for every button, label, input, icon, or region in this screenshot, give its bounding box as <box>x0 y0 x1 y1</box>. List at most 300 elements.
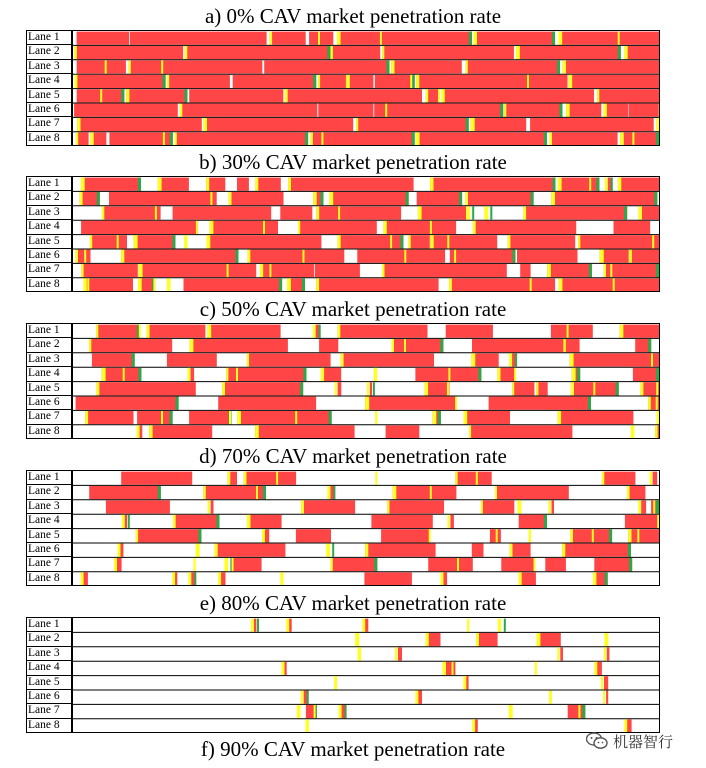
vehicle-queue-segment <box>627 486 645 499</box>
yellow-marker <box>536 382 538 395</box>
vehicle-queue-segment <box>134 235 176 248</box>
vehicle-queue-segment <box>629 104 659 117</box>
yellow-marker <box>416 132 420 145</box>
lane-label-divider <box>26 234 72 235</box>
vehicle-queue-segment <box>374 104 503 117</box>
vehicle-queue-segment <box>130 32 267 45</box>
yellow-marker <box>122 515 126 528</box>
green-marker <box>387 60 390 73</box>
lane-label: Lane 6 <box>28 543 60 555</box>
yellow-marker <box>184 235 187 248</box>
yellow-marker <box>301 691 304 704</box>
lane-label: Lane 2 <box>28 191 60 204</box>
green-marker <box>629 558 632 571</box>
vehicle-queue-segment <box>316 278 438 291</box>
green-marker <box>400 235 403 248</box>
green-marker <box>459 192 462 205</box>
yellow-marker <box>208 500 210 513</box>
vehicle-queue-segment <box>357 250 445 263</box>
green-marker <box>544 132 547 145</box>
vehicle-queue-segment <box>578 235 659 248</box>
vehicle-queue-segment <box>244 472 296 485</box>
vehicle-queue-segment <box>602 472 636 485</box>
vehicle-queue-segment <box>547 264 592 277</box>
green-marker <box>319 325 321 338</box>
yellow-marker <box>476 633 479 646</box>
vehicle-queue-segment <box>89 339 172 352</box>
lane-label-divider <box>26 337 72 338</box>
vehicle-queue-segment <box>517 250 578 263</box>
yellow-marker <box>222 382 225 395</box>
yellow-marker <box>313 325 316 338</box>
lane-label-divider <box>26 646 72 647</box>
lane-label-divider <box>26 44 72 45</box>
yellow-marker <box>123 368 125 381</box>
yellow-marker <box>105 60 107 73</box>
green-marker <box>257 619 259 632</box>
yellow-marker <box>427 633 429 646</box>
green-marker <box>616 382 619 395</box>
yellow-marker <box>604 633 608 646</box>
yellow-marker <box>149 425 152 438</box>
yellow-marker <box>285 89 288 102</box>
vehicle-queue-segment <box>469 425 572 438</box>
yellow-marker <box>648 397 651 410</box>
vehicle-queue-segment <box>319 339 338 352</box>
green-marker <box>438 411 441 424</box>
vehicle-queue-segment <box>365 619 368 632</box>
yellow-marker <box>355 633 359 646</box>
yellow-marker <box>408 235 410 248</box>
yellow-marker <box>624 46 627 59</box>
green-marker <box>648 339 651 352</box>
vehicle-queue-segment <box>455 472 491 485</box>
vehicle-queue-segment <box>560 647 563 660</box>
yellow-marker <box>129 60 131 73</box>
lane-label: Lane 7 <box>28 704 60 717</box>
yellow-marker <box>194 558 196 571</box>
vehicle-queue-segment <box>175 572 177 585</box>
yellow-marker <box>255 178 258 191</box>
vehicle-queue-segment <box>346 75 373 88</box>
green-marker <box>345 705 347 718</box>
lane-label-divider <box>26 484 72 485</box>
vehicle-queue-segment <box>570 353 659 366</box>
green-marker <box>121 89 124 102</box>
yellow-marker <box>620 325 624 338</box>
yellow-marker <box>637 529 639 542</box>
vehicle-queue-segment <box>428 558 473 571</box>
yellow-marker <box>301 500 304 513</box>
yellow-marker <box>84 250 86 263</box>
lane-label: Lane 1 <box>28 324 60 336</box>
vehicle-queue-segment <box>392 339 444 352</box>
lane-label-divider <box>26 513 72 514</box>
vehicle-queue-segment <box>375 75 415 88</box>
lane-label-divider <box>26 131 72 132</box>
yellow-marker <box>256 486 258 499</box>
green-marker <box>582 705 585 718</box>
yellow-marker <box>465 192 468 205</box>
green-marker <box>176 397 179 410</box>
lane-label: Lane 4 <box>28 514 60 527</box>
yellow-marker <box>90 132 93 145</box>
vehicle-queue-segment <box>233 75 317 88</box>
green-marker <box>553 178 556 191</box>
yellow-marker <box>210 192 212 205</box>
yellow-marker <box>430 178 433 191</box>
vehicle-queue-segment <box>81 178 141 191</box>
yellow-marker <box>650 472 652 485</box>
yellow-marker <box>547 264 551 277</box>
lane-label: Lane 8 <box>28 131 60 144</box>
yellow-marker <box>316 278 319 291</box>
yellow-marker <box>474 32 478 45</box>
vehicle-queue-segment <box>391 60 462 73</box>
vehicle-queue-segment <box>191 368 195 381</box>
lane-label: Lane 4 <box>28 367 60 380</box>
yellow-marker <box>251 619 254 632</box>
yellow-marker <box>315 192 317 205</box>
panel-title: a) 0% CAV market penetration rate <box>204 4 502 28</box>
yellow-marker <box>416 75 419 88</box>
yellow-marker <box>484 206 488 219</box>
lane-label: Lane 6 <box>28 690 60 702</box>
vehicle-queue-segment <box>370 382 372 395</box>
vehicle-queue-segment <box>121 250 238 263</box>
vehicle-queue-segment <box>501 558 534 571</box>
yellow-marker <box>510 544 513 557</box>
yellow-marker <box>196 544 200 557</box>
yellow-marker <box>452 662 454 675</box>
yellow-marker <box>443 662 447 675</box>
yellow-marker <box>380 32 382 45</box>
yellow-marker <box>117 235 119 248</box>
vehicle-queue-segment <box>628 529 659 542</box>
vehicle-queue-segment <box>264 60 389 73</box>
yellow-marker <box>562 544 565 557</box>
yellow-marker <box>74 46 77 59</box>
vehicle-queue-segment <box>552 500 555 513</box>
vehicle-queue-segment <box>140 425 143 438</box>
vehicle-queue-segment <box>608 178 611 191</box>
vehicle-queue-segment <box>125 515 127 528</box>
yellow-marker <box>469 425 471 438</box>
yellow-marker <box>75 250 78 263</box>
yellow-marker <box>476 472 478 485</box>
yellow-marker <box>341 353 344 366</box>
vehicle-queue-segment <box>167 75 230 88</box>
vehicle-queue-segment <box>190 339 288 352</box>
yellow-marker <box>657 515 659 528</box>
yellow-marker <box>578 235 580 248</box>
vehicle-queue-segment <box>356 118 469 131</box>
green-marker <box>327 46 330 59</box>
panel-title: f) 90% CAV market penetration rate <box>200 737 506 761</box>
yellow-marker <box>367 382 369 395</box>
vehicle-queue-segment <box>102 206 161 219</box>
vehicle-queue-segment <box>175 132 309 145</box>
yellow-marker <box>188 572 191 585</box>
vehicle-queue-segment <box>383 221 456 234</box>
yellow-marker <box>262 529 265 542</box>
vehicle-queue-segment <box>620 325 659 338</box>
yellow-marker <box>215 544 218 557</box>
green-marker <box>263 486 266 499</box>
vehicle-queue-segment <box>117 558 122 571</box>
vehicle-queue-segment <box>620 132 659 145</box>
yellow-marker <box>338 325 341 338</box>
yellow-marker <box>87 278 89 291</box>
vehicle-queue-segment <box>260 264 314 277</box>
yellow-marker <box>318 75 320 88</box>
vehicle-queue-segment <box>489 397 591 410</box>
lane-label: Lane 3 <box>28 205 60 218</box>
green-marker <box>307 691 309 704</box>
lane-label-divider <box>26 718 72 719</box>
yellow-marker <box>382 46 384 59</box>
vehicle-queue-segment <box>229 192 284 205</box>
vehicle-queue-segment <box>473 221 576 234</box>
yellow-marker <box>518 500 522 513</box>
lane-label: Lane 6 <box>28 396 60 408</box>
wechat-bubble-icon <box>586 732 608 750</box>
yellow-marker <box>227 264 229 277</box>
vehicle-queue-segment <box>570 529 612 542</box>
yellow-marker <box>96 325 98 338</box>
yellow-marker <box>139 264 143 277</box>
lane-label: Lane 6 <box>28 249 60 261</box>
vehicle-queue-segment <box>173 515 220 528</box>
yellow-marker <box>589 178 591 191</box>
yellow-marker <box>659 104 660 117</box>
yellow-marker <box>80 192 83 205</box>
lane-label: Lane 5 <box>28 381 60 394</box>
yellow-marker <box>495 486 497 499</box>
green-marker <box>173 235 176 248</box>
vehicle-queue-segment <box>607 647 610 660</box>
yellow-marker <box>466 60 468 73</box>
vehicle-queue-segment <box>471 118 527 131</box>
yellow-marker <box>550 132 552 145</box>
vehicle-queue-segment <box>618 178 659 191</box>
vehicle-queue-segment <box>247 515 282 528</box>
yellow-marker <box>318 32 320 45</box>
yellow-marker <box>374 368 377 381</box>
green-marker <box>194 572 196 585</box>
vehicle-queue-segment <box>558 178 600 191</box>
lane-label: Lane 5 <box>28 528 60 541</box>
panel-title: e) 80% CAV market penetration rate <box>199 591 507 615</box>
yellow-marker <box>232 558 234 571</box>
vehicle-queue-segment <box>81 221 198 234</box>
yellow-marker <box>567 325 569 338</box>
yellow-marker <box>551 192 555 205</box>
yellow-marker <box>167 278 171 291</box>
yellow-marker <box>244 472 247 485</box>
vehicle-queue-segment <box>516 46 621 59</box>
lane-occupancy-strip <box>72 323 660 439</box>
vehicle-queue-segment <box>80 192 100 205</box>
yellow-marker <box>207 325 211 338</box>
green-marker <box>466 118 469 131</box>
yellow-marker <box>260 264 263 277</box>
yellow-marker <box>228 472 231 485</box>
vehicle-queue-segment <box>92 353 135 366</box>
vehicle-queue-segment <box>255 425 355 438</box>
green-marker <box>469 32 472 45</box>
vehicle-queue-segment <box>564 339 580 352</box>
yellow-marker <box>455 472 457 485</box>
vehicle-queue-segment <box>444 572 448 585</box>
yellow-marker <box>229 192 232 205</box>
lane-label-divider <box>26 352 72 353</box>
yellow-marker <box>602 250 604 263</box>
vehicle-queue-segment <box>77 118 202 131</box>
yellow-marker <box>139 325 141 338</box>
vehicle-queue-segment <box>416 132 547 145</box>
yellow-marker <box>77 118 80 131</box>
yellow-marker <box>463 676 466 689</box>
green-marker <box>478 368 481 381</box>
vehicle-queue-segment <box>653 472 658 485</box>
green-marker <box>329 411 332 424</box>
vehicle-queue-segment <box>337 32 472 45</box>
yellow-marker <box>471 353 475 366</box>
vehicle-queue-segment <box>512 382 534 395</box>
yellow-marker <box>385 104 387 117</box>
yellow-marker <box>631 425 635 438</box>
green-marker <box>596 178 599 191</box>
yellow-marker <box>387 500 389 513</box>
vehicle-queue-segment <box>474 32 556 45</box>
vehicle-queue-segment <box>476 633 498 646</box>
vehicle-queue-segment <box>450 250 516 263</box>
yellow-marker <box>601 676 603 689</box>
yellow-marker <box>610 264 612 277</box>
lane-label: Lane 8 <box>28 571 60 584</box>
yellow-marker <box>81 572 84 585</box>
vehicle-queue-segment <box>232 558 262 571</box>
yellow-marker <box>134 235 138 248</box>
vehicle-queue-segment <box>189 411 231 424</box>
green-marker <box>373 382 375 395</box>
lane-label-divider <box>26 88 72 89</box>
vehicle-queue-segment <box>318 104 373 117</box>
yellow-marker <box>75 75 78 88</box>
yellow-marker <box>226 368 228 381</box>
vehicle-queue-segment <box>371 515 432 528</box>
lane-label-divider <box>26 395 72 396</box>
vehicle-queue-segment <box>89 486 161 499</box>
lane-label: Lane 2 <box>28 338 60 351</box>
vehicle-queue-segment <box>147 325 206 338</box>
yellow-marker <box>84 278 87 291</box>
lane-label: Lane 7 <box>28 410 60 423</box>
vehicle-queue-segment <box>520 264 530 277</box>
vehicle-queue-segment <box>550 132 618 145</box>
vehicle-queue-segment <box>566 104 601 117</box>
yellow-marker <box>497 368 500 381</box>
vehicle-queue-segment <box>386 425 420 438</box>
yellow-marker <box>448 368 450 381</box>
yellow-marker <box>569 75 573 88</box>
yellow-marker <box>530 278 532 291</box>
yellow-marker <box>563 60 566 73</box>
yellow-marker <box>207 235 211 248</box>
vehicle-queue-segment <box>425 382 450 395</box>
yellow-marker <box>549 500 551 513</box>
green-marker <box>158 486 161 499</box>
vehicle-queue-segment <box>211 500 214 513</box>
green-marker <box>440 339 443 352</box>
lane-label: Lane 4 <box>28 220 60 233</box>
lane-label: Lane 8 <box>28 424 60 437</box>
yellow-marker <box>467 619 469 632</box>
yellow-marker <box>404 250 406 263</box>
vehicle-queue-segment <box>315 264 360 277</box>
vehicle-queue-segment <box>606 691 608 704</box>
vehicle-queue-segment <box>551 325 593 338</box>
yellow-marker <box>286 619 290 632</box>
vehicle-queue-segment <box>512 353 515 366</box>
vehicle-queue-segment <box>77 60 126 73</box>
vehicle-queue-segment <box>629 250 659 263</box>
yellow-marker <box>572 368 576 381</box>
vehicle-queue-segment <box>569 75 659 88</box>
vehicle-queue-segment <box>338 325 428 338</box>
yellow-marker <box>449 278 452 291</box>
yellow-marker <box>102 368 106 381</box>
vehicle-queue-segment <box>96 325 140 338</box>
yellow-marker <box>329 192 333 205</box>
yellow-marker <box>138 278 142 291</box>
lane-label-divider <box>26 703 72 704</box>
lane-label: Lane 3 <box>28 646 60 659</box>
vehicle-queue-segment <box>430 178 555 191</box>
green-marker <box>656 368 659 381</box>
lane-label-divider <box>26 409 72 410</box>
vehicle-queue-segment <box>604 676 608 689</box>
vehicle-queue-segment <box>523 206 627 219</box>
vehicle-queue-segment <box>475 719 478 732</box>
vehicle-queue-segment <box>218 397 316 410</box>
green-marker <box>609 529 612 542</box>
yellow-marker <box>331 558 333 571</box>
yellow-marker <box>306 719 309 732</box>
vehicle-queue-segment <box>254 619 256 632</box>
vehicle-queue-segment <box>449 278 555 291</box>
vehicle-queue-segment <box>210 221 278 234</box>
vehicle-queue-segment <box>625 515 659 528</box>
vehicle-queue-segment <box>221 572 225 585</box>
yellow-marker <box>613 278 615 291</box>
green-marker <box>589 264 592 277</box>
yellow-marker <box>457 558 459 571</box>
yellow-marker <box>653 500 655 513</box>
vehicle-queue-segment <box>364 572 412 585</box>
vehicle-queue-segment <box>84 572 88 585</box>
vehicle-queue-segment <box>365 397 455 410</box>
yellow-marker <box>337 32 341 45</box>
yellow-marker <box>390 235 392 248</box>
yellow-marker <box>298 221 300 234</box>
lane-label-divider <box>26 528 72 529</box>
yellow-marker <box>454 250 456 263</box>
vehicle-queue-segment <box>331 46 381 59</box>
vehicle-queue-segment <box>472 544 484 557</box>
yellow-marker <box>594 572 596 585</box>
